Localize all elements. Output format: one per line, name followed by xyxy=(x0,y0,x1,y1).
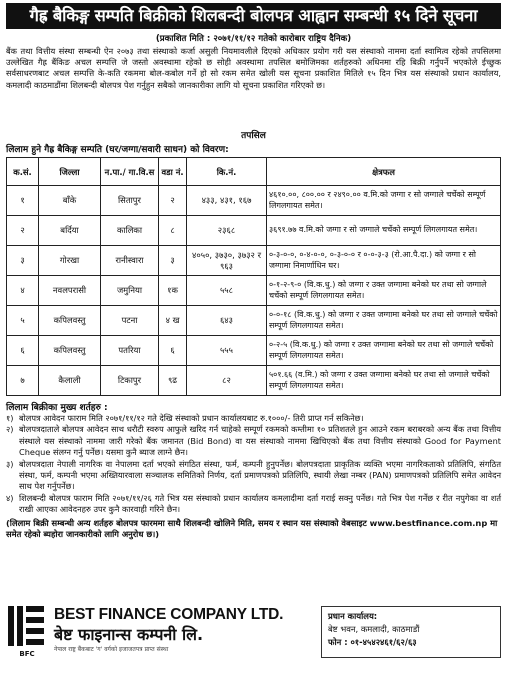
cell-area: ०-२-५ (वि.क.धु.) को जग्गा र उक्त जग्गामा बनेको घर तथा सो जग्गाले चर्चेको सम्पूर्ण लिगलगायत समेत। xyxy=(267,336,501,366)
term-text: शिलबन्दी बोलपत्र फाराम मिति २०७१/११/२६ गते भित्र यस संस्थाको प्रधान कार्यालय कमलादीमा दर्ता गराई सक्नु पर्नेछ। गते भित्र पेश गर्नेछ र रीत नपुगेका वा शर्त राखी आएका आवेदनहरु उपर कुनै कारवाही गरिने छैन। xyxy=(19,492,501,515)
col-header-district: जिल्ला xyxy=(39,158,101,186)
cell-sn: २ xyxy=(7,216,39,246)
cell-ward: ९ढ xyxy=(159,366,187,396)
cell-vdc: टिकापुर xyxy=(101,366,159,396)
table-header-row xyxy=(7,158,501,186)
cell-vdc: जमुनिया xyxy=(101,276,159,306)
cell-ward: ४ ख xyxy=(159,306,187,336)
term-item xyxy=(6,493,501,516)
table-row xyxy=(7,246,501,276)
cell-kitta: ६४३ xyxy=(187,306,267,336)
term-item xyxy=(6,424,501,458)
cell-area: ०-१-२-९-० (वि.क.धु.) को जग्गा र उक्त जग्गामा बनेको घर तथा सो जग्गाले चर्चेको सम्पूर्ण लिगलगायत समेत। xyxy=(267,276,501,306)
term-item xyxy=(6,459,501,493)
term-text: बोलपत्र आवेदन फाराम मिति २०७१/११/१२ गते देखि संस्थाको प्रधान कार्यालयबाट रु.१०००/- तिरी प्राप्त गर्न सकिनेछ। xyxy=(19,413,364,423)
office-address: बेष्ट भवन, कमलादी, काठमाडौं xyxy=(328,624,420,634)
table-row xyxy=(7,186,501,216)
cell-kitta: ५५५ xyxy=(187,336,267,366)
cell-sn: ४ xyxy=(7,276,39,306)
cell-kitta: ४३३, ४३१, १६७ xyxy=(187,186,267,216)
cell-ward: ६ xyxy=(159,336,187,366)
cell-sn: १ xyxy=(7,186,39,216)
term-number: १) xyxy=(6,413,14,423)
cell-district: नवलपरासी xyxy=(39,276,101,306)
term-number: २) xyxy=(6,424,14,435)
table-row xyxy=(7,336,501,366)
cell-sn: ५ xyxy=(7,306,39,336)
term-number: ३) xyxy=(6,458,14,469)
cell-district: गोरखा xyxy=(39,246,101,276)
cell-area: ०-०-१८ (वि.क.धु.) को जग्गा र उक्त जग्गामा बनेको घर तथा सो जग्गाले चर्चेको सम्पूर्ण लिगलगायत समेत। xyxy=(267,306,501,336)
col-header-vdc: न.पा./ गा.वि.स xyxy=(101,158,159,186)
cell-district: बर्दिया xyxy=(39,216,101,246)
cell-area: ५०१.६६ (व.मि.) को जग्गा र उक्त जग्गामा बनेको घर तथा सो जग्गाले चर्चेको सम्पूर्ण लिगलगायत समेत। xyxy=(267,366,501,396)
cell-sn: ६ xyxy=(7,336,39,366)
office-label: प्रधान कार्यालय: xyxy=(328,611,378,621)
cell-area: ०-३-०-०, ०-४-०-०, ०-३-०-० र ०-०-३-३ (रो.आ.पै.दा.) को जग्गा र सो जग्गामा निमार्णाधिन घर। xyxy=(267,246,501,276)
cell-vdc: पटना xyxy=(101,306,159,336)
cell-vdc: सितापुर xyxy=(101,186,159,216)
cell-kitta: ८२ xyxy=(187,366,267,396)
table-row xyxy=(7,306,501,336)
cell-vdc: पतरिया xyxy=(101,336,159,366)
term-text: बोलपत्रदाताले बोलपत्र आवेदन साथ धरौटी स्वरुप आफुले खरिद गर्न चाहेको सम्पूर्ण रकमको कम्तीमा १० प्रतिशतले हुन आउने रकम बराबरको अन्य बैंक तथा वित्तीय संस्थाले यस संस्थाको नाममा जारी गरेको बैंक जमानत (Bid Bond) वा यस संस्थाको नाममा खिचिएको बैंक तथा वित्तीय संस्थाको Good for Payment Cheque संलग्न गर्नु पर्नेछ। यसमा कुनै ब्याज लाग्ने छैन। xyxy=(19,424,501,458)
term-number: ४) xyxy=(6,492,14,503)
footnote: (लिलाम बिक्री सम्बन्धी अन्य शर्तहरु बोलपत्र फारममा साथै शिलबन्दी खोलिने मिति, समय र स्थान यस संस्थाको वेबसाइट www.bestfinance.com.np मा समेत रहेको ब्यहोरा जानकारीको लागि अनुरोध छ।) xyxy=(6,517,498,540)
cell-ward: ८ xyxy=(159,216,187,246)
cell-kitta: ४०५०, ३७३०, ३७३२ र ९६३ xyxy=(187,246,267,276)
cell-ward: ३ xyxy=(159,246,187,276)
term-item xyxy=(6,413,501,424)
company-footer xyxy=(6,606,501,668)
company-logo xyxy=(6,606,48,658)
publish-info: (प्रकाशित मिति : २०७१/११/१२ गतेको कारोबार राष्ट्रिय दैनिक) xyxy=(155,34,352,44)
office-box xyxy=(321,606,501,658)
cell-area: ३६९१.७७ व.मि.को जग्गा र सो जग्गाले चर्चेको सम्पूर्ण लिगलगायत समेत। xyxy=(267,216,501,246)
logo-text: BFC xyxy=(19,650,35,658)
notice-title: गैह्र बैकिङ्ग सम्पति बिक्रीको शिलबन्दी बोलपत्र आह्वान सम्बन्धी १५ दिने सूचना xyxy=(6,3,501,29)
table-heading: लिलाम हुने गैह्र बैकिङ्ग सम्पति (घर/जग्गा/सवारी साधन) को विवरण: xyxy=(6,145,229,155)
cell-district: कैलाली xyxy=(39,366,101,396)
office-phone: फोन : ०१-४५४२४६१/६२/६३ xyxy=(328,637,417,647)
terms-list xyxy=(6,413,501,516)
tapsil-label: तपसिल xyxy=(241,131,266,141)
cell-kitta: ५५८ xyxy=(187,276,267,306)
col-header-ward: वडा नं. xyxy=(159,158,187,186)
company-name-np: बेष्ट फाइनान्स कम्पनी लि. xyxy=(54,625,204,644)
col-header-sn: क.सं. xyxy=(7,158,39,186)
table-row xyxy=(7,276,501,306)
col-header-kitta: कि.नं. xyxy=(187,158,267,186)
cell-ward: २ xyxy=(159,186,187,216)
terms-heading: लिलाम बिक्रीका मुख्य शर्तहरु : xyxy=(6,403,108,413)
cell-district: बाँके xyxy=(39,186,101,216)
cell-ward: १क xyxy=(159,276,187,306)
cell-area: ४६१०.००, ८००.०० र २४९०.०० व.मि.को जग्गा र सो जग्गाले चर्चेको सम्पूर्ण लिगलगायत समेत। xyxy=(267,186,501,216)
table-row xyxy=(7,366,501,396)
table-row xyxy=(7,216,501,246)
cell-sn: ७ xyxy=(7,366,39,396)
cell-vdc: कालिका xyxy=(101,216,159,246)
col-header-area: क्षेत्रफल xyxy=(267,158,501,186)
company-name-en: BEST FINANCE COMPANY LTD. xyxy=(54,606,284,623)
term-text: बोलपत्रदाता नेपाली नागरिक वा नेपालमा दर्ता भएको संगठित संस्था, फर्म, कम्पनी हुनुपर्नेछ। बोलपत्रदाता प्राकृतिक व्यक्ति भएमा नागरिकताको प्रतिलिपि, संगठित संस्था, फर्म, कम्पनी भएमा अख्तियारवाला सञ्चालक समितिको निर्णय, दर्ता प्रमाणपत्रको प्रतिलिपि, स्थायी लेखा नम्बर (PAN) प्रमाणपत्रको प्रतिलिपि समेत आवेदन साथ पेश गर्नुपर्नेछ। xyxy=(19,458,501,492)
company-tagline: नेपाल राष्ट्र बैंकबाट 'ग' वर्गको इजाजतपत्र प्राप्त संस्था xyxy=(54,646,169,653)
cell-sn: ३ xyxy=(7,246,39,276)
cell-district: कपिलवस्तु xyxy=(39,336,101,366)
company-name-block xyxy=(54,606,321,668)
bfc-logo-icon xyxy=(8,606,44,646)
intro-paragraph: बैंक तथा वित्तीय संस्था सम्बन्धी ऐन २०७३ तथा संस्थाको कर्जा असुली नियमावलीले दिएको अधिकार प्रयोग गरी यस संस्थाको नाममा दर्ता स्वामित्व रहेको तपसिलमा उल्लेखित गैह्र बैंकिङ अचल सम्पत्ति जे जस्तो अवस्थामा रहेको छ सोही अवस्थामा तपसिल बमोजिमका शर्तहरुको अधिनमा रहि बिक्री गर्नुपर्ने भएकोले ईच्छुक सर्वसाधरणबाट अचल सम्पत्ति के-कति रकममा बोल-कबोल गर्ने हो सो रकम समेत खोली यस सूचना प्रकाशित मितिले १५ दिन भित्र यस संस्थाको प्रधान कार्यालय, कमलादी काठमाडौंमा शिलबन्दी बोलपत्र पेश गर्नुहुन सबैको जानकारीका लागि यो सूचना प्रकाशित गरिएको छ। xyxy=(6,46,501,90)
cell-vdc: रानीस्वारा xyxy=(101,246,159,276)
cell-kitta: २३६८ xyxy=(187,216,267,246)
cell-district: कपिलवस्तु xyxy=(39,306,101,336)
property-table xyxy=(6,157,501,396)
